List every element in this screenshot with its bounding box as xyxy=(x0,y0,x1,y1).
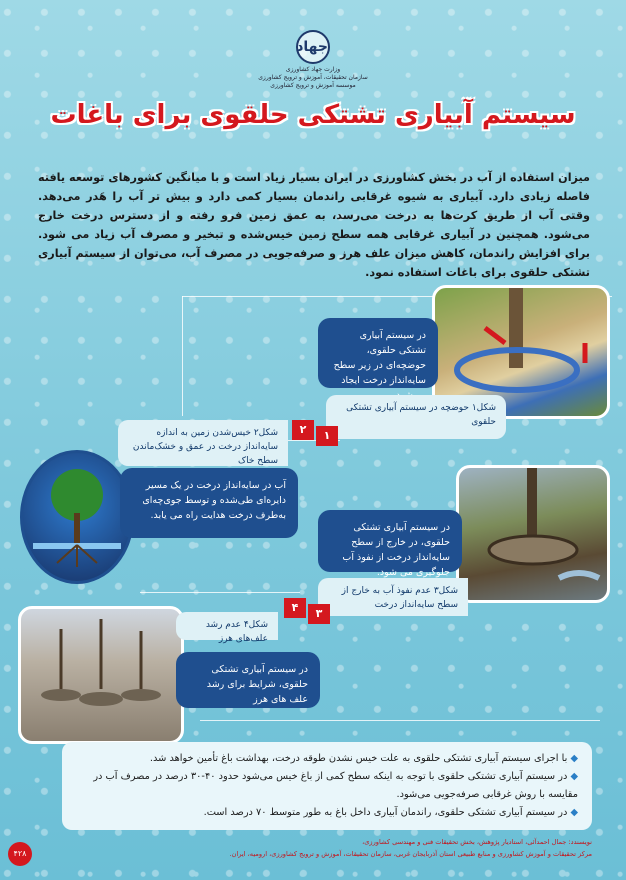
connector-line xyxy=(140,592,300,593)
figure-1-note xyxy=(318,318,438,388)
figure-4-note xyxy=(176,652,320,708)
figure-1-caption xyxy=(326,395,506,439)
tree-roots-icon xyxy=(23,453,131,581)
figure-1-note-text: در سیستم آبیاری تشتکی حلقوی، حوضچه‌ای در زیر سطح سایه‌انداز درخت ایجاد xyxy=(333,330,426,386)
bullet-item: ◆ در سیستم آبیاری تشتکی حلقوی، راندمان آبیاری داخل باغ به طور متوسط ۷۰ درصد است. xyxy=(76,804,578,822)
summary-box xyxy=(62,742,592,830)
figure-2-illustration xyxy=(20,450,134,584)
figure-3-note-text: در سیستم آبیاری تشتکی حلقوی، در خارج از سطح سایه‌انداز درخت از نفوذ آب جلوگیری می شود. xyxy=(342,522,450,578)
intro-paragraph: میزان استفاده از آب در بخش کشاورزی در ایران بسیار زیاد است و با میانگین کشورهای توسعه یافته فاصله زیادی دارد. آبیاری به شیوه غرقابی راندمان بسیار کمی دارد و بیش تر آب را هَدر می‌دهد. وقتی آب از طریق کرت‌ها به درخت می‌رسد، به عمق زمین فرو رفته و از دسترس درخت خارج می‌شود. همچنین در آبیاری غرقابی همه سطح زمین خیس‌شده و تبخیر و مصرف آب زیاد می شود. برای افزایش راندمان، کاهش میزان علف هرز و صرفه‌جویی در مصرف آب، می‌توان از سیستم آبیاری تشتکی حلقوی برای باغات استفاده نمود. xyxy=(38,171,590,279)
figure-3-caption-text: شکل۳ عدم نفوذ آب به خارج از سطح سایه‌انداز درخت xyxy=(341,586,458,610)
badge-3: ۳ xyxy=(308,604,330,624)
figure-4-caption xyxy=(176,612,278,644)
connector-line xyxy=(182,296,183,416)
orchard-rows-illustration xyxy=(21,609,181,741)
figure-2-caption-text: شکل۲ خیس‌شدن زمین به اندازه سایه‌انداز درخت در عمق و خشک‌ماندن سطح خاک xyxy=(132,428,278,466)
figure-4-note-text: در سیستم آبیاری تشتکی حلقوی، شرایط برای رشد علف های هرز xyxy=(206,664,308,705)
figure-1-caption-text: شکل۱ حوضچه در سیستم آبیاری تشتکی حلقوی xyxy=(346,403,496,427)
page-number-badge: ۴۲۸ xyxy=(8,842,32,866)
org-line-3: موسسه آموزش و ترویج کشاورزی xyxy=(270,82,356,89)
figure-2-note xyxy=(120,468,298,538)
figure-3-note xyxy=(318,510,462,578)
connector-line xyxy=(200,720,600,721)
credits-line-2: مرکز تحقیقات و آموزش کشاورزی و منابع طبیعی استان آذربایجان غربی، سازمان تحقیقات، آموزش و ترویج کشاورزی، ارومیه، ایران. xyxy=(229,850,592,858)
bullet-item: ◆ در سیستم آبیاری تشتکی حلقوی با توجه به اینکه سطح کمی از باغ خیس می‌شود حدود ۴۰-۳۰ درصد در مصرف آب در مقایسه با روش غرقابی صرفه‌جویی می‌شود. xyxy=(76,768,578,804)
credits xyxy=(32,836,592,860)
figure-3-caption xyxy=(318,578,468,616)
figure-4-photo xyxy=(18,606,184,744)
figure-2-caption xyxy=(118,420,288,466)
ministry-logo: جهاد xyxy=(296,30,330,64)
credits-line-1: نویسندد: جمال احمدآئی، استادیار پژوهش، بخش تحقیقات فنی و مهندسی کشاورزی، xyxy=(362,838,592,846)
badge-4: ۴ xyxy=(284,598,306,618)
figure-4-caption-text: شکل۴ عدم رشد علف‌های هرز xyxy=(205,620,268,644)
tree-basin-water-illustration xyxy=(459,468,607,600)
badge-2: ۲ xyxy=(292,420,314,440)
header xyxy=(0,30,626,90)
page-title: سیستم آبیاری تشتکی حلقوی برای باغات xyxy=(50,100,576,130)
org-line-2: سازمان تحقیقات، آموزش و ترویج کشاورزی xyxy=(258,74,368,81)
bullet-item: ◆ با اجرای سیستم آبیاری تشتکی حلقوی به علت خیس نشدن طوقه درخت، بهداشت باغ تأمین خواهد شد. xyxy=(76,750,578,768)
badge-1: ۱ xyxy=(316,426,338,446)
figure-3-photo xyxy=(456,465,610,603)
figure-2-note-text: آب در سایه‌انداز درخت در یک مسیر دایره‌ای طی‌شده و توسط جوی‌چه‌ای به‌طرف درخت هدایت راه می یابد. xyxy=(142,480,286,521)
org-line-1: وزارت جهاد کشاورزی xyxy=(285,66,341,73)
